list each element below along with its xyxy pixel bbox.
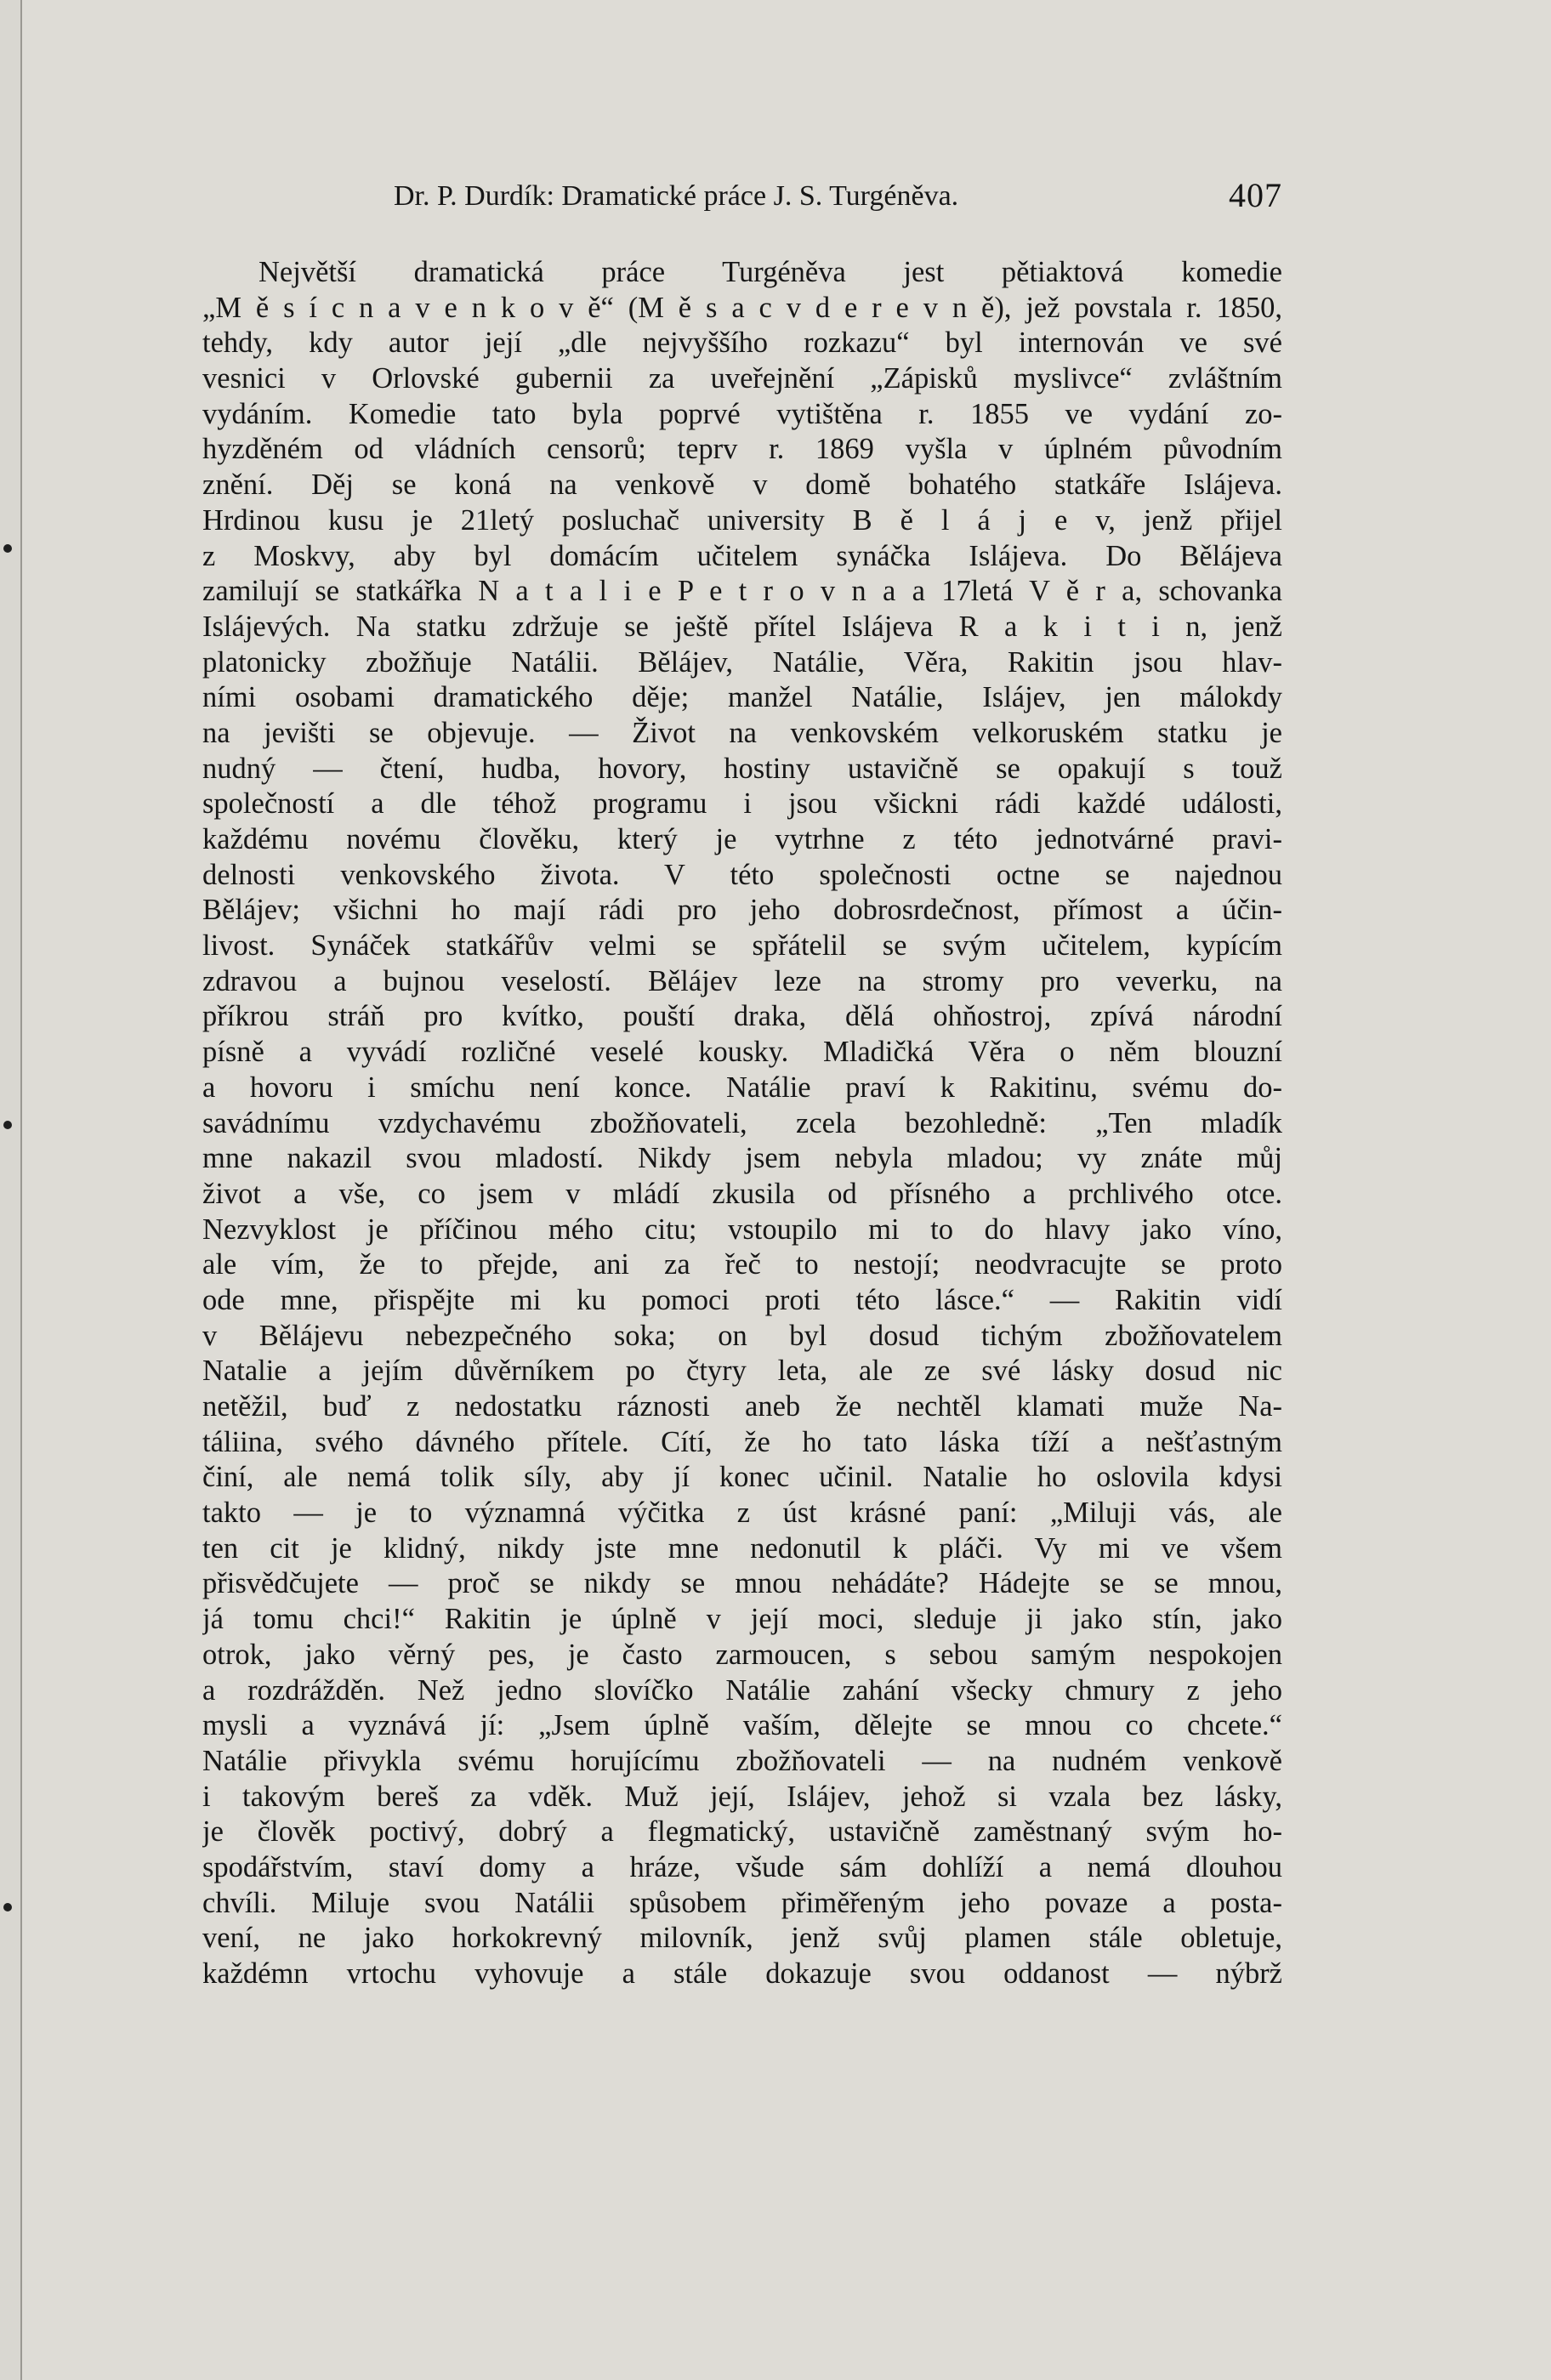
text-line: nudný — čtení, hudba, hovory, hostiny ustavičně se opakují s touž (202, 752, 1282, 785)
text-line: platonicky zbožňuje Natálii. Bělájev, Natálie, Věra, Rakitin jsou hlav- (202, 645, 1282, 679)
running-title: Dr. P. Durdík: Dramatické práce J. S. Turgéněva. (394, 180, 959, 212)
text-line: je člověk poctivý, dobrý a flegmatický, ustavičně zaměstnaný svým ho- (202, 1815, 1282, 1849)
text-line: táliina, svého dávného přítele. Cítí, že ho tato láska tíží a nešťastným (202, 1425, 1282, 1458)
text-line: a rozdrážděn. Než jedno slovíčko Natálie zahání všecky chmury z jeho (202, 1673, 1282, 1707)
text-line: příkrou stráň pro kvítko, pouští draka, dělá ohňostroj, zpívá národní (202, 1000, 1282, 1033)
text-line: savádnímu vzdychavému zbožňovateli, zcela bezohledně: „Ten mladík (202, 1106, 1282, 1139)
text-line: Islájevých. Na statku zdržuje se ještě přítel Islájeva R a k i t i n, jenž (202, 610, 1282, 643)
text-line: spodářstvím, staví domy a hráze, všude sám dohlíží a nemá dlouhou (202, 1850, 1282, 1883)
text-line: na jevišti se objevuje. — Život na venkovském velkoruském statku je (202, 716, 1282, 749)
text-line: Natalie a jejím důvěrníkem po čtyry leta, ale ze své lásky dosud nic (202, 1355, 1282, 1388)
text-line: netěžil, buď z nedostatku ráznosti aneb že nechtěl klamati muže Na- (202, 1390, 1282, 1423)
text-line: Natálie přivykla svému horujícímu zbožňovateli — na nudném venkově (202, 1744, 1282, 1777)
page-header (202, 175, 1282, 216)
text-line: každémn vrtochu vyhovuje a stále dokazuje svou oddanost — nýbrž (202, 1957, 1282, 1990)
margin-mark (3, 544, 12, 553)
text-line: společností a dle téhož programu i jsou všickni rádi každé události, (202, 787, 1282, 821)
text-line: vydáním. Komedie tato byla poprvé vytištěna r. 1855 ve vydání zo- (202, 397, 1282, 430)
text-line: v Bělájevu nebezpečného soka; on byl dosud tichým zbožňovatelem (202, 1319, 1282, 1352)
text-line: hyzděném od vládních censorů; teprv r. 1869 vyšla v úplném původním (202, 433, 1282, 466)
text-line: písně a vyvádí rozličné veselé kousky. Mladičká Věra o něm blouzní (202, 1036, 1282, 1069)
text-line: a hovoru i smíchu není konce. Natálie praví k Rakitinu, svému do- (202, 1071, 1282, 1104)
text-line: otrok, jako věrný pes, je často zarmoucen, s sebou samým nespokojen (202, 1638, 1282, 1671)
text-line: Hrdinou kusu je 21letý posluchač university B ě l á j e v, jenž přijel (202, 503, 1282, 537)
text-line: Bělájev; všichni ho mají rádi pro jeho dobrosrdečnost, přímost a účin- (202, 894, 1282, 927)
text-line: livost. Synáček statkářův velmi se spřátelil se svým učitelem, kypícím (202, 929, 1282, 963)
text-line: mysli a vyznává jí: „Jsem úplně vaším, dělejte se mnou co chcete.“ (202, 1709, 1282, 1742)
text-line: delnosti venkovského života. V této společnosti octne se najednou (202, 858, 1282, 891)
text-line: mne nakazil svou mladostí. Nikdy jsem nebyla mladou; vy znáte můj (202, 1142, 1282, 1175)
text-line: ten cit je klidný, nikdy jste mne nedonutil k pláči. Vy mi ve všem (202, 1531, 1282, 1565)
text-line: já tomu chci!“ Rakitin je úplně v její moci, sleduje ji jako stín, jako (202, 1603, 1282, 1636)
margin-mark (3, 1903, 12, 1911)
page-number: 407 (1229, 176, 1282, 214)
text-line: ními osobami dramatického děje; manžel Natálie, Islájev, jen málokdy (202, 681, 1282, 714)
text-line: zdravou a bujnou veselostí. Bělájev leze na stromy pro veverku, na (202, 964, 1282, 997)
text-line: vesnici v Orlovské gubernii za uveřejnění „Zápisků myslivce“ zvláštním (202, 362, 1282, 395)
text-line: tehdy, kdy autor její „dle nejvyššího rozkazu“ byl internován ve své (202, 327, 1282, 360)
text-line: chvíli. Miluje svou Natálii spůsobem přiměřeným jeho povaze a posta- (202, 1886, 1282, 1919)
text-line: takto — je to významná výčitka z úst krásné paní: „Miluji vás, ale (202, 1497, 1282, 1530)
text-line: přisvědčujete — proč se nikdy se mnou nehádáte? Hádejte se se mnou, (202, 1567, 1282, 1600)
text-line: ode mne, přispějte mi ku pomoci proti této lásce.“ — Rakitin vidí (202, 1283, 1282, 1316)
margin-mark (3, 1121, 12, 1129)
text-line: život a vše, co jsem v mládí zkusila od přísného a prchlivého otce. (202, 1177, 1282, 1210)
body-text (202, 255, 1282, 1992)
text-line: ale vím, že to přejde, ani za řeč to nestojí; neodvracujte se proto (202, 1248, 1282, 1281)
text-line: „M ě s í c n a v e n k o v ě“ (M ě s a c v d e r e v n ě), jež povstala r. 1850, (202, 291, 1282, 324)
text-line: znění. Děj se koná na venkově v domě bohatého statkáře Islájeva. (202, 469, 1282, 502)
text-line: z Moskvy, aby byl domácím učitelem synáčka Islájeva. Do Bělájeva (202, 539, 1282, 572)
text-line: každému novému člověku, který je vytrhne z této jednotvárné pravi- (202, 823, 1282, 855)
text-line: vení, ne jako horkokrevný milovník, jenž svůj plamen stále obletuje, (202, 1922, 1282, 1955)
text-line: Největší dramatická práce Turgéněva jest pětiaktová komedie (258, 256, 1282, 288)
text-line: zamilují se statkářka N a t a l i e P e t r o v n a a 17letá V ě r a, schovanka (202, 575, 1282, 608)
text-line: Nezvyklost je příčinou mého citu; vstoupilo mi to do hlavy jako víno, (202, 1213, 1282, 1246)
text-line: i takovým bereš za vděk. Muž její, Islájev, jehož si vzala bez lásky, (202, 1780, 1282, 1813)
text-line: činí, ale nemá tolik síly, aby jí konec učinil. Natalie ho oslovila kdysi (202, 1461, 1282, 1494)
